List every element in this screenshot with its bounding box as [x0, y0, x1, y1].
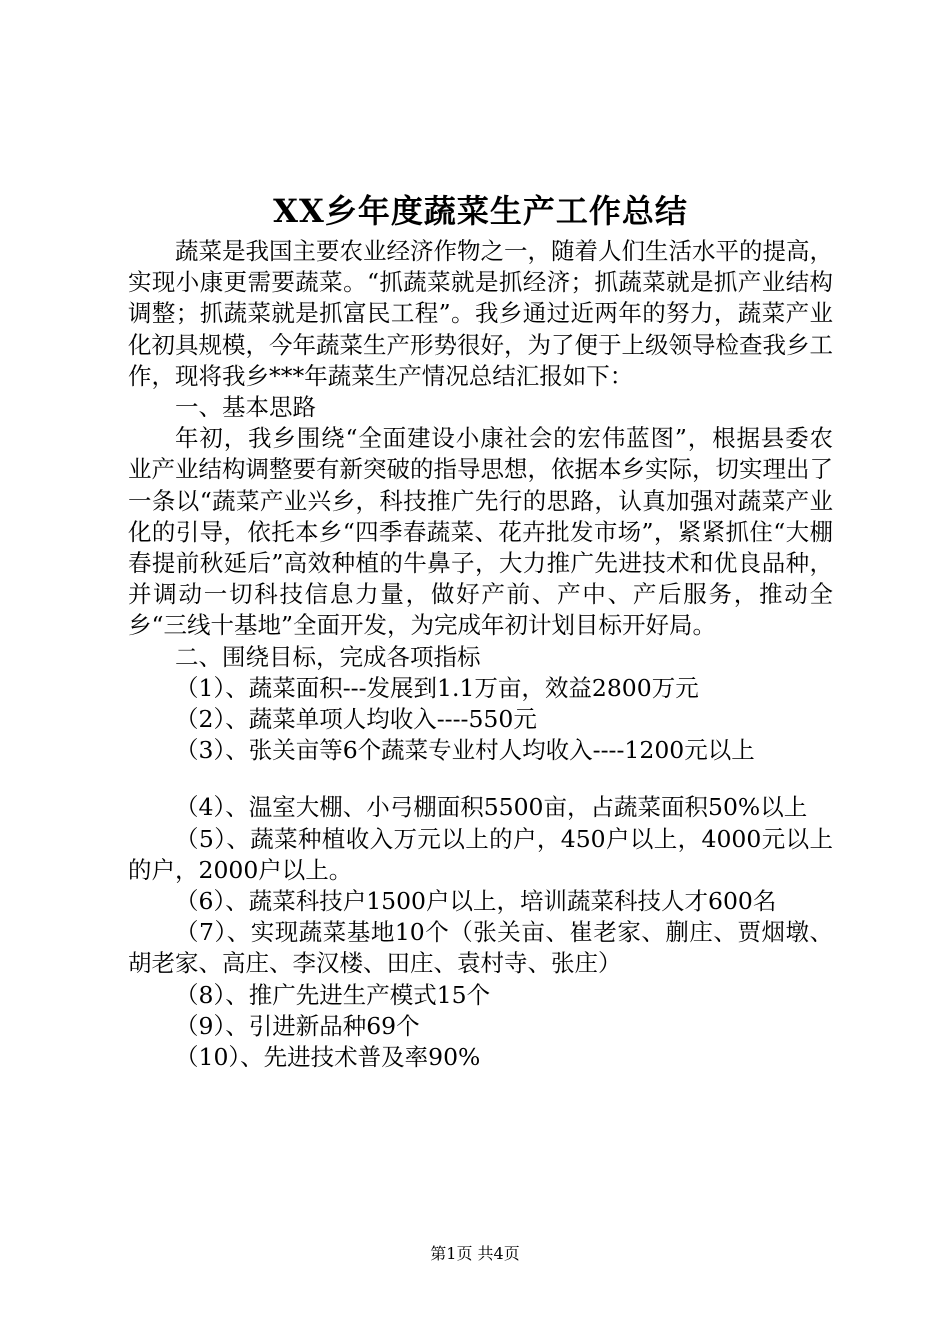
- target-item-10: （10）、先进技术普及率90%: [175, 1043, 481, 1072]
- target-item-1: （1）、蔬菜面积---发展到1.1万亩，效益2800万元: [175, 673, 699, 702]
- target-item-2: （2）、蔬菜单项人均收入----550元: [175, 705, 537, 734]
- target-item-8: （8）、推广先进生产模式15个: [175, 980, 491, 1009]
- target-item-6: （6）、蔬菜科技户1500户以上，培训蔬菜科技人才600名: [175, 887, 777, 916]
- target-item-9: （9）、引进新品种69个: [175, 1011, 420, 1040]
- section-heading-basic-approach: 一、基本思路: [175, 393, 316, 422]
- basic-approach-paragraph: 年初，我乡围绕“全面建设小康社会的宏伟蓝图”，根据县委农业产业结构调整要有新突破的指导思想，依据本乡实际，切实理出了一条以“蔬菜产业兴乡，科技推广先行的思路，认真加强对蔬菜产业化的引导，依托本乡“四季春蔬菜、花卉批发市场”，紧紧抓住“大棚春提前秋延后”高效种植的牛鼻子，大力推广先进技术和优良品种，并调动一切科技信息力量，做好产前、产中、产后服务，推动全乡“三线十基地”全面开发，为完成年初计划目标开好局。: [128, 424, 833, 640]
- target-item-5: （5）、蔬菜种植收入万元以上的户，450户以上，4000元以上的户，2000户以上。: [128, 824, 833, 884]
- target-item-3: （3）、张关亩等6个蔬菜专业村人均收入----1200元以上: [175, 736, 755, 765]
- page-footer: 第1页 共4页: [430, 1244, 520, 1263]
- intro-paragraph: 蔬菜是我国主要农业经济作物之一，随着人们生活水平的提高，实现小康更需要蔬菜。“抓蔬菜就是抓经济；抓蔬菜就是抓产业结构调整；抓蔬菜就是抓富民工程”。我乡通过近两年的努力，蔬菜产业化初具规模，今年蔬菜生产形势很好，为了便于上级领导检查我乡工作，现将我乡***年蔬菜生产情况总结汇报如下：: [128, 237, 833, 390]
- section-heading-targets: 二、围绕目标，完成各项指标: [175, 642, 481, 671]
- target-item-4: （4）、温室大棚、小弓棚面积5500亩，占蔬菜面积50%以上: [175, 793, 808, 822]
- document-page: [128, 186, 833, 1073]
- target-item-7: （7）、实现蔬菜基地10个（张关亩、崔老家、蒯庄、贾烟墩、胡老家、高庄、李汉楼、田庄、袁村寺、张庄）: [128, 918, 833, 978]
- paragraph-spacer: [128, 766, 833, 792]
- document-title: XX乡年度蔬菜生产工作总结: [273, 192, 688, 230]
